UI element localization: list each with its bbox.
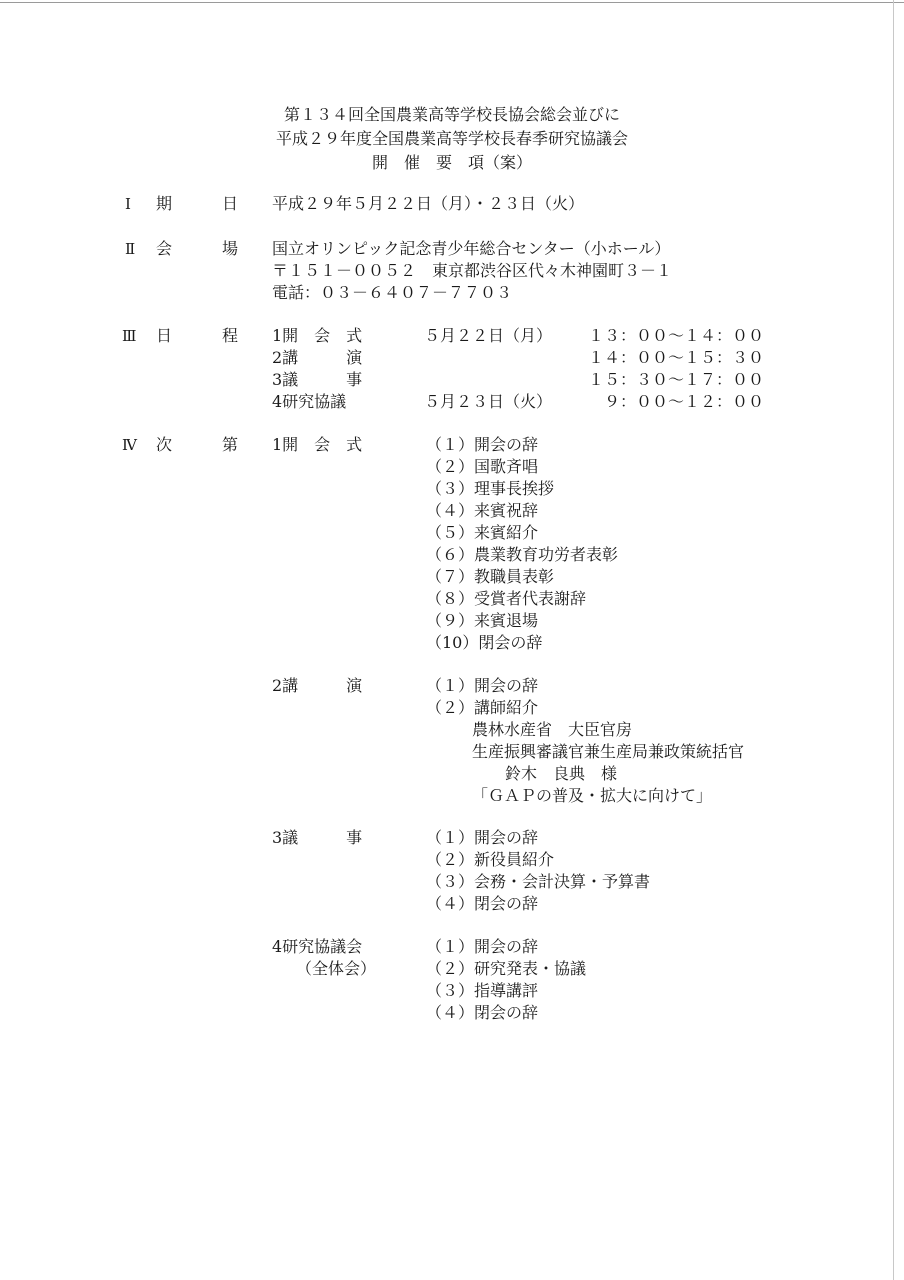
agenda-item: （２）講師紹介 (426, 698, 539, 717)
agenda-item: （３）理事長挨拶 (426, 479, 555, 498)
lecturer-name: 鈴木 良典 様 (505, 764, 618, 783)
agenda-item: （７）教職員表彰 (426, 567, 555, 586)
schedule-date: ５月２２日（月） (424, 326, 553, 345)
lecturer-position: 生産振興審議官兼生産局兼政策統括官 (472, 742, 745, 761)
agenda-item: （４）来賓祝辞 (426, 501, 539, 520)
section-1-label-b: 日 (222, 194, 239, 213)
scan-edge-top (0, 2, 904, 3)
agenda-item: （８）受賞者代表謝辞 (426, 589, 587, 608)
schedule-date: ５月２３日（火） (424, 392, 553, 411)
schedule-time: １５：３０～１７：００ (587, 370, 764, 389)
agenda-item: （１）開会の辞 (426, 676, 539, 695)
agenda-item: （９）来賓退場 (426, 611, 539, 630)
section-2-address: 〒１５１－００５２ 東京都渋谷区代々木神園町３－１ (272, 261, 673, 280)
agenda-item: （10）閉会の辞 (426, 633, 543, 652)
section-4-label-a: 次 (156, 435, 173, 454)
agenda-item: （２）新役員紹介 (426, 850, 555, 869)
section-3-number: Ⅲ (122, 327, 137, 345)
schedule-item: 1開 会 式 (272, 326, 363, 345)
schedule-item: 2講 演 (272, 348, 363, 367)
agenda-item: （６）農業教育功労者表彰 (426, 545, 619, 564)
section-4-label-b: 第 (222, 435, 239, 454)
agenda-item: （２）研究発表・協議 (426, 959, 587, 978)
title-line-3: 開 催 要 項（案） (371, 153, 532, 172)
agenda-item: （１）開会の辞 (426, 435, 539, 454)
agenda-item: （４）閉会の辞 (426, 894, 539, 913)
agenda-group-head: 2講 演 (272, 676, 363, 695)
section-4-number: Ⅳ (122, 436, 137, 454)
section-3-label-a: 日 (156, 326, 173, 345)
section-1-label-a: 期 (156, 194, 173, 213)
section-2-label-b: 場 (222, 239, 239, 258)
section-3-label-b: 程 (222, 326, 239, 345)
schedule-time: １３：００～１４：００ (587, 326, 764, 345)
agenda-item: （１）開会の辞 (426, 937, 539, 956)
title-line-2: 平成２９年度全国農業高等学校長春季研究協議会 (275, 129, 628, 148)
schedule-item: 4研究協議 (272, 392, 347, 411)
lecturer-organization: 農林水産省 大臣官房 (472, 720, 633, 739)
lecture-topic: 「ＧＡＰの普及・拡大に向けて」 (472, 786, 713, 805)
agenda-group-subhead: （全体会） (296, 959, 377, 978)
schedule-time: １４：００～１５：３０ (587, 348, 764, 367)
section-2-label-a: 会 (156, 239, 173, 258)
agenda-item: （５）来賓紹介 (426, 523, 539, 542)
agenda-group-head: 4研究協議会 (272, 937, 363, 956)
section-2-number: Ⅱ (125, 240, 136, 258)
scan-edge-right (893, 0, 894, 1280)
agenda-item: （２）国歌斉唱 (426, 457, 539, 476)
agenda-item: （３）指導講評 (426, 981, 539, 1000)
section-2-phone: 電話：０３－６４０７－７７０３ (272, 283, 513, 302)
agenda-item: （１）開会の辞 (426, 828, 539, 847)
section-2-venue: 国立オリンピック記念青少年総合センター（小ホール） (272, 239, 671, 258)
section-1-number: Ⅰ (125, 195, 131, 213)
agenda-group-head: 1開 会 式 (272, 435, 363, 454)
section-1-date: 平成２９年５月２２日（月）・２３日（火） (272, 194, 585, 213)
title-line-1: 第１３４回全国農業高等学校長協会総会並びに (283, 105, 620, 124)
agenda-item: （３）会務・会計決算・予算書 (426, 872, 651, 891)
schedule-time: ９：００～１２：００ (603, 392, 764, 411)
agenda-group-head: 3議 事 (272, 828, 363, 847)
agenda-item: （４）閉会の辞 (426, 1003, 539, 1022)
schedule-item: 3議 事 (272, 370, 363, 389)
